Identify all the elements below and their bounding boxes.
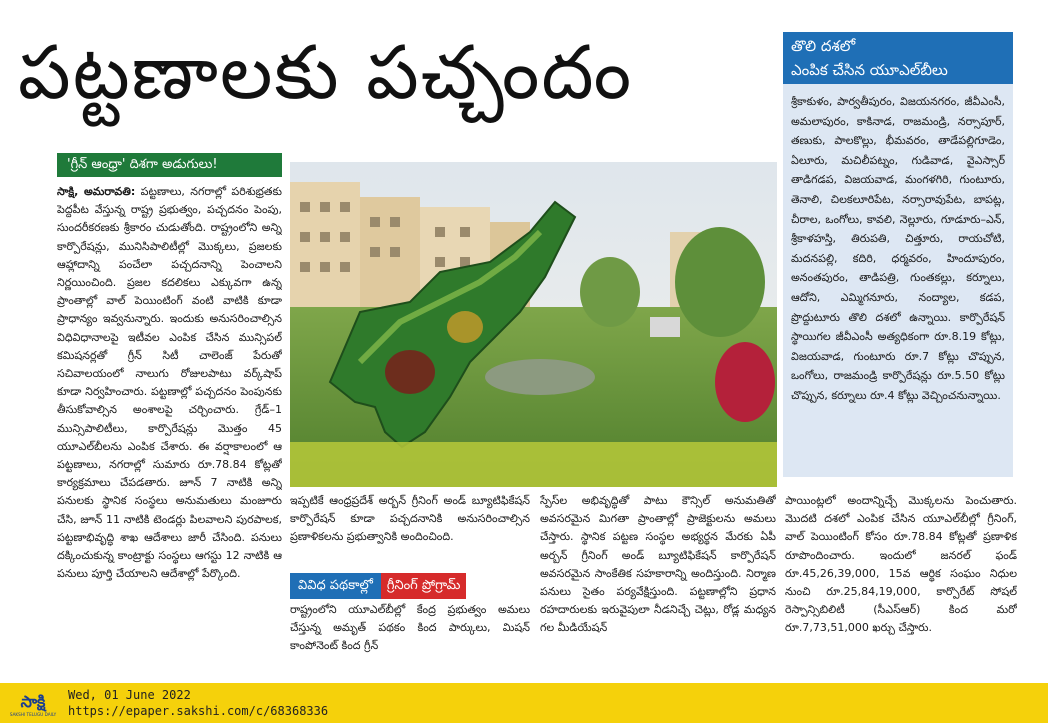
building: [290, 182, 360, 312]
sidebar-box: [783, 32, 1013, 477]
subheading-part1: వివిధ పథకాల్లో: [290, 573, 381, 599]
tree: [580, 257, 640, 327]
article-column-4: పాయింట్లలో అందాన్నిచ్చే మొక్కలను పెంచుతారు. మొదటి దశలో ఎంపిక చేసిన యూఎల్‌బీల్లో గ్రీనింగ్, వాల్ పెయింటింగ్ కోసం రూ.78.84 కోట్లతో ప్రణాళిక రూపొందించారు. ఇందులో జనరల్ ఫండ్ రూ.45,26,39,000, 15వ ఆర్థిక సంఘం నిధుల నుంచి రూ.25,84,19,000, కార్పొరేట్ సోషల్ రెస్పాన్సిబిలిటీ (సీఎస్ఆర్) కింద మరో రూ.7,73,51,000 ఖర్చు చేస్తారు.: [785, 494, 1017, 635]
tree: [675, 227, 765, 337]
walkway: [485, 359, 595, 395]
bench: [650, 317, 680, 337]
dateline: సాక్షి, అమరావతి:: [57, 185, 136, 198]
sakshi-logo: [4, 688, 62, 718]
headline: పట్టణాలకు పచ్చందం: [18, 30, 634, 116]
sidebar-body: శ్రీకాకుళం, పార్వతీపురం, విజయనగరం, జీవీఎంసీ, అమలాపురం, కాకినాడ, రాజమండ్రి, నర్సాపూర్, తణుకు, పాలకొల్లు, భీమవరం, తాడేపల్లిగూడెం, ఏలూరు, మచిలీపట్నం, గుడివాడ, వైఎస్సార్ తాడిగడప, విజయవాడ, మంగళగిరి, గుంటూరు, తెనాలి, చిలకలూరిపేట, నర్సారావుపేట, బాపట్ల, చీరాల, ఒంగోలు, కావలి, నెల్లూరు, గూడూరు–ఎన్, శ్రీకాళహస్తి, తిరుపతి, చిత్తూరు, రాయచోటి, మదనపల్లి, కదిరి, ధర్మవరం, హిందూపురం, అనంతపురం, తాడిపత్రి, గుంతకల్లు, కర్నూలు, ఆదోని, ఎమ్మిగనూరు, నంద్యాల, కడప, ప్రొద్దుటూరు తొలి దశలో ఉన్నాయి. కార్పొరేషన్ స్థాయిగల జీవీఎంసీ అత్యధికంగా రూ.8.19 కోట్లు, విజయవాడ, గుంటూరు రూ.7 కోట్లు చొప్పున, ఒంగోలు, రాజమండ్రి కార్పొరేషన్లు రూ.5.50 కోట్లు చొప్పున, కర్నూలు రూ.4 కోట్లు వెచ్చించనున్నాయి.: [791, 95, 1005, 402]
article-column-2-continued: రాష్ట్రంలోని యూఎల్‌బీల్లో కేంద్ర ప్రభుత్వం అమలు చేస్తున్న అమృత్ పథకం కింద పార్కులు, మిషన్ కాంపోనెంట్ కింద గ్రీన్: [290, 603, 530, 653]
footer-meta: [68, 687, 328, 719]
logo-subtext: SAKSHI TELUGU DAILY: [9, 712, 57, 717]
logo-text: సాక్షి: [20, 692, 46, 711]
sidebar-title-line1: తొలి దశలో: [791, 37, 856, 55]
sidebar-title-line2: ఎంపిక చేసిన యూఎల్‌బీలు: [791, 61, 948, 79]
subheading: [290, 573, 502, 599]
sidebar-title: [783, 32, 1013, 84]
article-column-2: ఇప్పటికే ఆంధ్రప్రదేశ్ అర్బన్ గ్రీనింగ్ అండ్ బ్యూటిఫికేషన్ కార్పొరేషన్ కూడా పచ్చదనానికి అనుసరించాల్సిన ప్రణాళికలను ప్రభుత్వానికి అందించింది.: [290, 494, 530, 544]
article-photo: [290, 162, 777, 487]
grass-foreground: [290, 442, 777, 487]
edition-date: Wed, 01 June 2022: [68, 688, 191, 702]
kicker-strap: 'గ్రీన్ ఆంధ్రా' దిశగా అడుగులు!: [57, 153, 282, 177]
article-column-3: స్పేస్‌ల అభివృద్ధితో పాటు కౌన్సిల్ అనుమతితో అవసరమైన మిగతా ప్రాంతాల్లో ప్రాజెక్టులను అమలు చేస్తారు. స్థానిక పట్టణ సంస్థల అభ్యర్థన మేరకు ఏపీ అర్బన్ గ్రీనింగ్ అండ్ బ్యూటిఫికేషన్ కార్పొరేషన్ అవసరమైన సాంకేతిక సహకారాన్ని అందిస్తుంది. నిర్మాణ పనులు సైతం పర్యవేక్షిస్తుంది. పట్టణాల్లోని ప్రధాన రహదారులకు ఇరువైపులా నీడనిచ్చే చెట్లు, రోడ్ల మధ్యన గల మీడియేషన్: [540, 494, 776, 635]
flower-bush: [715, 342, 775, 422]
park-map-illustration: [290, 162, 777, 487]
column-1-text: పట్టణాలు, నగరాల్లో పరిశుభ్రతకు పెద్దపీట వేస్తున్న రాష్ట్ర ప్రభుత్వం, పచ్చదనం పెంపు, సుందరీకరణకు శ్రీకారం చుడుతోంది. రాష్ట్రంలోని అన్ని కార్పొరేషన్లు, మునిసిపాలిటీల్లో మొక్కలు, ప్రజలకు ఆహ్లాదాన్ని పంచేలా పచ్చదనాన్ని పెంచాలని నిర్ణయించింది. ప్రజల కదలికలు ఎక్కువగా ఉన్న ప్రాంతాల్లో వాల్ పెయింటింగ్ వంటి వాటికి కూడా ప్రాధాన్యం ఇవ్వనున్నారు. ఇందుకు అనుసరించాల్సిన విధివిధానాలపై ఇటీవల ఎంపిక చేసిన మున్సిపల్ కమిషనర్లతో గ్రీన్ సిటీ చాలెంజ్ పేరుతో సచివాలయంలో నాలుగు రోజులపాటు వర్క్‌షాప్ కూడా నిర్వహించారు. పట్టణాల్లో పచ్చదనం పెంపునకు తీసుకోవాల్సిన అంశాలపై చర్చించారు. గ్రేడ్–1 మున్సిపాలిటీలు, కార్పొరేషన్లు మొత్తం 45 యూఎల్‌బీలను ఎంపిక చేశారు. ఈ వర్షాకాలంలో ఆ పట్టణాలు, నగరాల్లో సుమారు రూ.78.84 కోట్లతో కార్యక్రమాలు చేపడతారు. జూన్ 7 నాటికి అన్ని పనులకు స్థానిక సంస్థలు అనుమతులు మంజూరు చేసి, జూన్ 11 నాటికి టెండర్లు పిలవాలని పురపాలక, పట్టణాభివృద్ధి శాఖ ఆదేశాలు జారీ చేసింది. పనులు దక్కించుకున్న కాంట్రాక్టు సంస్థలు ఆగస్టు 12 నాటికి ఆ పనులు పూర్తి చేయాలని ఆదేశాల్లో పేర్కొంది.: [57, 185, 282, 581]
article-column-1: [57, 183, 282, 663]
subheading-part2: గ్రీనింగ్ ప్రోగ్రామ్: [381, 573, 467, 599]
footer-bar: [0, 683, 1048, 723]
source-url[interactable]: https://epaper.sakshi.com/c/68368336: [68, 704, 329, 718]
